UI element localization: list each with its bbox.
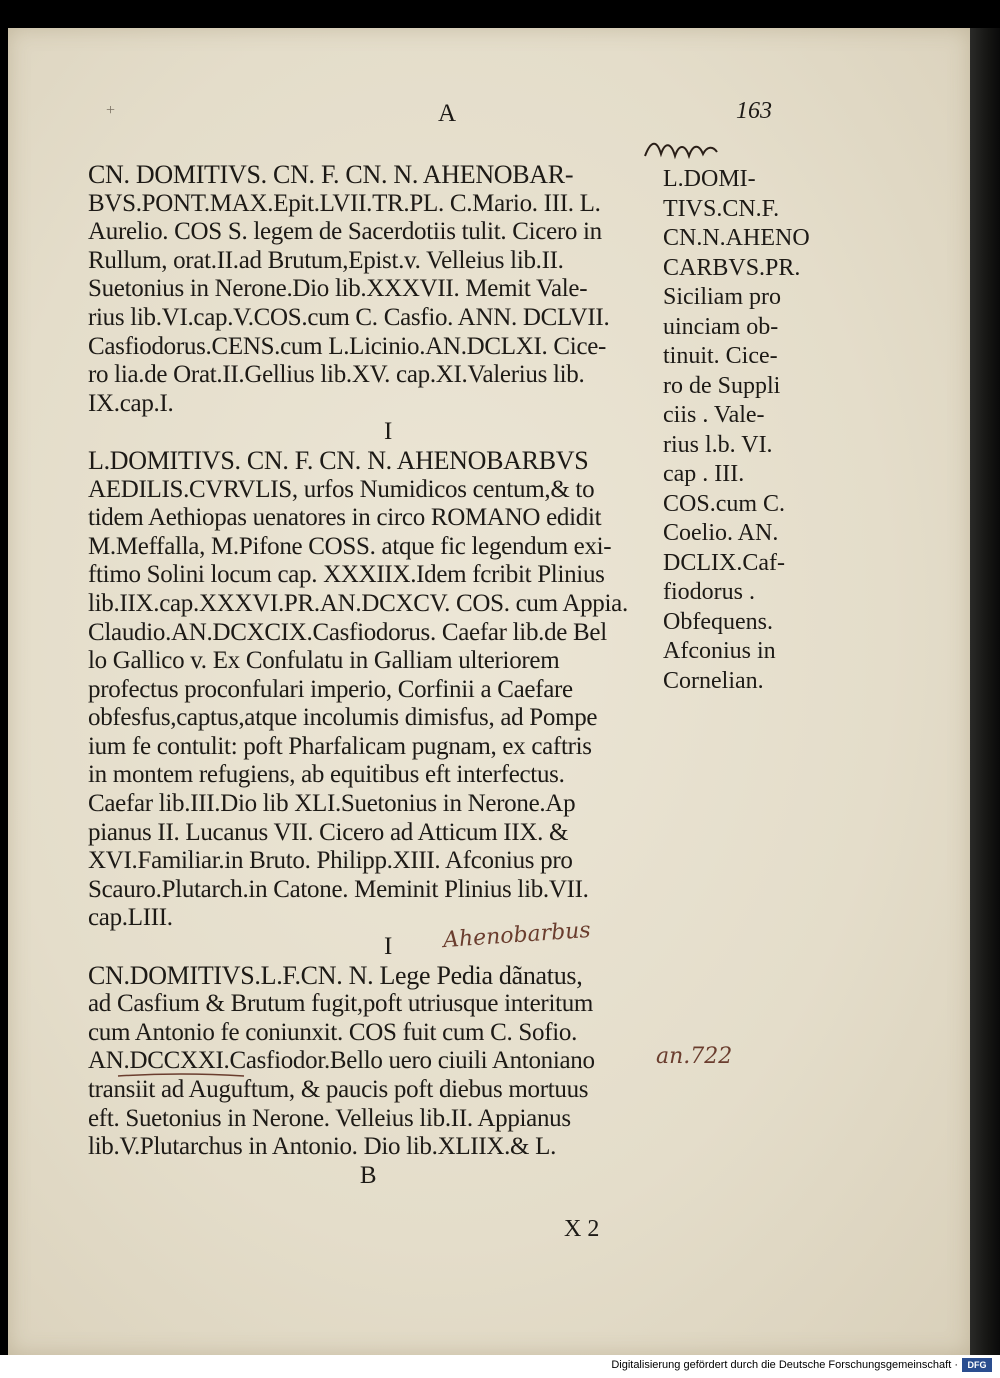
margin-line: tinuit. Cice-: [663, 343, 778, 369]
margin-line: Obfequens.: [663, 608, 773, 635]
margin-line: CARBVS.PR.: [663, 254, 801, 281]
margin-line: TIVS.CN.F.: [663, 195, 780, 222]
text-line: AEDILIS.CVRVLIS, urfos Numidicos centum,& to: [88, 475, 595, 503]
margin-line: Afconius in: [663, 638, 776, 664]
text-line: AN.DCCXXI.Casfiodor.Bello uero ciuili Antoniano: [88, 1047, 595, 1075]
section-3: [88, 962, 648, 1162]
text-line: Suetonius in Nerone.Dio lib.XXXVII. Memit Vale-: [88, 275, 588, 303]
margin-line: CN.N.AHENO: [663, 225, 810, 251]
margin-line: cap . III.: [663, 461, 745, 487]
margin-line: ciis . Vale-: [663, 402, 765, 428]
section-2: [88, 447, 648, 933]
text-line: L.DOMITIVS. CN. F. CN. N. AHENOBARBVS: [88, 445, 589, 475]
margin-line: fiodorus .: [663, 579, 755, 605]
text-line: M.Meffalla, M.Pifone COSS. atque fic legendum exi-: [88, 532, 612, 560]
text-line: profectus proconfulari imperio, Corfinii a Caefare: [88, 675, 573, 703]
text-line: BVS.PONT.MAX.Epit.LVII.TR.PL. C.Mario. III. L.: [88, 189, 601, 217]
margin-line: Coelio. AN.: [663, 520, 779, 546]
page-number: 163: [736, 98, 772, 124]
text-line: obfesfus,captus,atque incolumis dimisfus, ad Pompe: [88, 704, 598, 732]
footer: [0, 1355, 1000, 1378]
text-line: ro lia.de Orat.II.Gellius lib.XV. cap.XI.Valerius lib.: [88, 361, 585, 389]
section-1: [88, 161, 648, 418]
handwritten-squiggle: [641, 136, 721, 164]
page-edge: [970, 28, 1000, 1355]
catchword: B: [359, 1161, 377, 1189]
section-letter: A: [438, 100, 457, 127]
text-line: cum Antonio fe coniunxit. COS fuit cum C. Sofio.: [88, 1018, 578, 1046]
text-line: IX.cap.I.: [88, 389, 174, 417]
text-line: Claudio.AN.DCXCIX.Casfiodorus. Caefar lib.de Bel: [88, 618, 607, 646]
handwritten-year: an.722: [656, 1044, 733, 1069]
marginal-mark: +: [106, 102, 116, 119]
margin-line: COS.cum C.: [663, 490, 786, 517]
margin-line: L.DOMI-: [663, 166, 756, 192]
handwritten-annotation: Ahenobarbus: [442, 917, 592, 954]
book-page: [8, 28, 970, 1355]
text-line: rius lib.VI.cap.V.COS.cum C. Casfio. ANN. DCLVII.: [88, 303, 610, 331]
text-line: eft. Suetonius in Nerone. Velleius lib.II. Appianus: [88, 1104, 571, 1132]
margin-line: Cornelian.: [663, 667, 764, 694]
margin-line: ro de Suppli: [663, 372, 781, 399]
margin-line: uinciam ob-: [663, 313, 779, 340]
main-text-column: [88, 161, 648, 1190]
section-number: I: [383, 933, 393, 961]
text-line: cap.LIII.: [88, 904, 173, 932]
text-line: Rullum, orat.II.ad Brutum,Epist.v. Velleius lib.II.: [88, 246, 564, 274]
text-line: Scauro.Plutarch.in Catone. Meminit Plinius lib.VII.: [88, 875, 589, 903]
text-line: XVI.Familiar.in Bruto. Philipp.XIII. Afconius pro: [88, 847, 573, 875]
section-number: I: [383, 418, 393, 446]
margin-line: rius l.b. VI.: [663, 431, 773, 458]
text-line: lib.V.Plutarchus in Antonio. Dio lib.XLIIX.& L.: [88, 1133, 557, 1161]
text-line: tidem Aethiopas uenatores in circo ROMANO edidit: [88, 504, 602, 532]
text-line: Aurelio. COS S. legem de Sacerdotiis tulit. Cicero in: [88, 218, 602, 246]
margin-line: Siciliam pro: [663, 284, 781, 310]
text-line: lo Gallico v. Ex Confulatu in Galliam ulteriorem: [88, 647, 560, 675]
signature-mark: X 2: [564, 1216, 600, 1242]
text-line: Casfiodorus.CENS.cum L.Licinio.AN.DCLXI. Cice-: [88, 332, 607, 360]
text-line: pianus II. Lucanus VII. Cicero ad Atticum IIX. &: [88, 818, 569, 846]
text-line: lib.IIX.cap.XXXVI.PR.AN.DCXCV. COS. cum Appia.: [88, 589, 628, 617]
text-line: ium fe contulit: poft Pharfalicam pugnam, ex caftris: [88, 732, 592, 760]
text-line: Caefar lib.III.Dio lib XLI.Suetonius in Nerone.Ap: [88, 790, 576, 818]
text-line: ftimo Solini locum cap. XXXIIX.Idem fcribit Plinius: [88, 561, 605, 589]
margin-note: [663, 165, 808, 696]
dfg-logo: DFG: [962, 1358, 992, 1372]
margin-line: DCLIX.Caf-: [663, 549, 785, 576]
text-line: transiit ad Auguftum, & paucis poft diebus mortuus: [88, 1076, 589, 1103]
text-line: ad Casfium & Brutum fugit,poft utriusque interitum: [88, 990, 594, 1018]
text-line: CN.DOMITIVS.L.F.CN. N. Lege Pedia dãnatus,: [88, 960, 583, 990]
footer-credit: Digitalisierung gefördert durch die Deutsche Forschungsgemeinschaft ·: [611, 1359, 958, 1371]
handwritten-underline: [116, 1070, 246, 1080]
text-line: CN. DOMITIVS. CN. F. CN. N. AHENOBAR-: [88, 160, 574, 189]
text-line: in montem refugiens, ab equitibus eft interfectus.: [88, 761, 565, 789]
